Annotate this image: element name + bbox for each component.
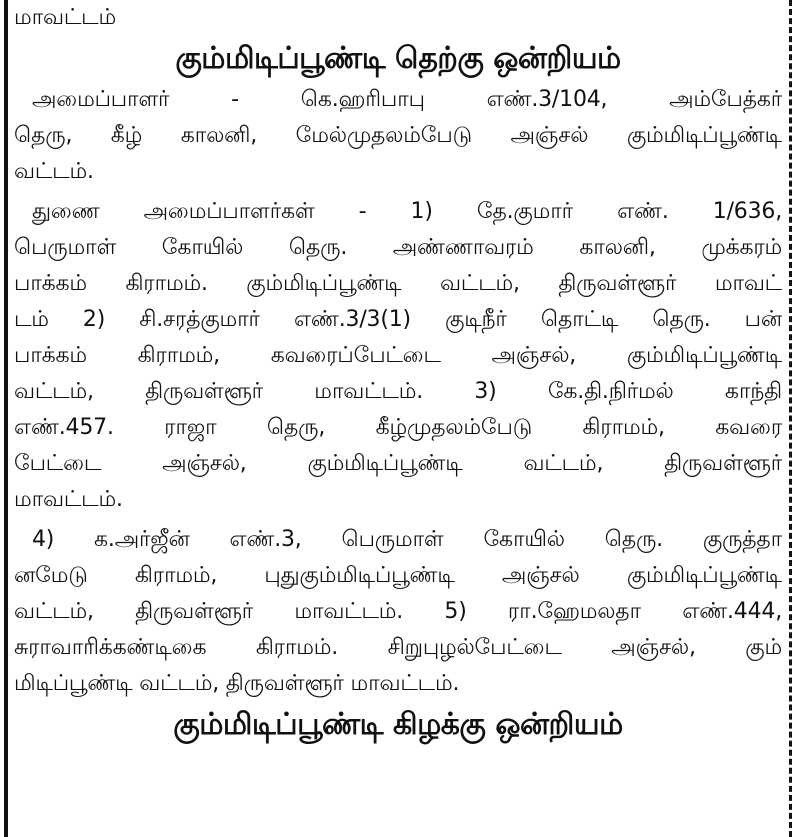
text-line: வட்டம். [14, 159, 94, 184]
text-line: மாவட்டம் [14, 5, 116, 30]
right-dashed-separator [789, 0, 792, 837]
text-line: மாவட்டம். [14, 487, 123, 512]
section-heading-east-union: கும்மிடிப்பூண்டி கிழக்கு ஒன்றியம் [173, 707, 623, 742]
left-column-rule [4, 0, 8, 837]
text-line: டம் 2) சி.சரத்குமார் எண்.3/3(1) குடிநீர் தொட்டி தெரு. பன் [14, 307, 782, 332]
text-line: அமைப்பாளர் - கெ.ஹரிபாபு எண்.3/104, அம்பேத்கர் [32, 87, 782, 112]
text-line: பெருமாள் கோயில் தெரு. அண்ணாவரம் காலனி, முக்கரம் [14, 235, 782, 260]
text-column [14, 0, 782, 748]
text-line: மிடிப்பூண்டி வட்டம், திருவள்ளூர் மாவட்டம். [14, 671, 460, 696]
text-line: பாக்கம் கிராமம். கும்மிடிப்பூண்டி வட்டம், திருவள்ளூர் மாவட் [14, 271, 782, 296]
text-line: பாக்கம் கிராமம், கவரைப்பேட்டை அஞ்சல், கும்மிடிப்பூண்டி [14, 343, 782, 368]
text-line: னமேடு கிராமம், புதுகும்மிடிப்பூண்டி அஞ்சல் கும்மிடிப்பூண்டி [14, 563, 782, 588]
text-line: வட்டம், திருவள்ளூர் மாவட்டம். 5) ரா.ஹேமலதா எண்.444, [14, 599, 782, 624]
text-line: வட்டம், திருவள்ளூர் மாவட்டம். 3) கே.தி.நிர்மல் காந்தி [14, 379, 782, 404]
section-heading-south-union: கும்மிடிப்பூண்டி தெற்கு ஒன்றியம் [175, 41, 621, 76]
text-line: சுராவாரிக்கண்டிகை கிராமம். சிறுபுழல்பேட்டை அஞ்சல், கும் [14, 635, 782, 660]
text-line: பேட்டை அஞ்சல், கும்மிடிப்பூண்டி வட்டம், திருவள்ளூர் [14, 451, 782, 476]
text-line: தெரு, கீழ் காலனி, மேல்முதலம்பேடு அஞ்சல் கும்மிடிப்பூண்டி [14, 123, 782, 148]
text-line: துணை அமைப்பாளர்கள் - 1) தே.குமார் எண். 1/636, [32, 199, 782, 224]
text-line: எண்.457. ராஜா தெரு, கீழ்முதலம்பேடு கிராமம், கவரை [14, 415, 782, 440]
text-line: 4) க.அர்ஜீன் எண்.3, பெருமாள் கோயில் தெரு. குருத்தா [32, 527, 782, 552]
